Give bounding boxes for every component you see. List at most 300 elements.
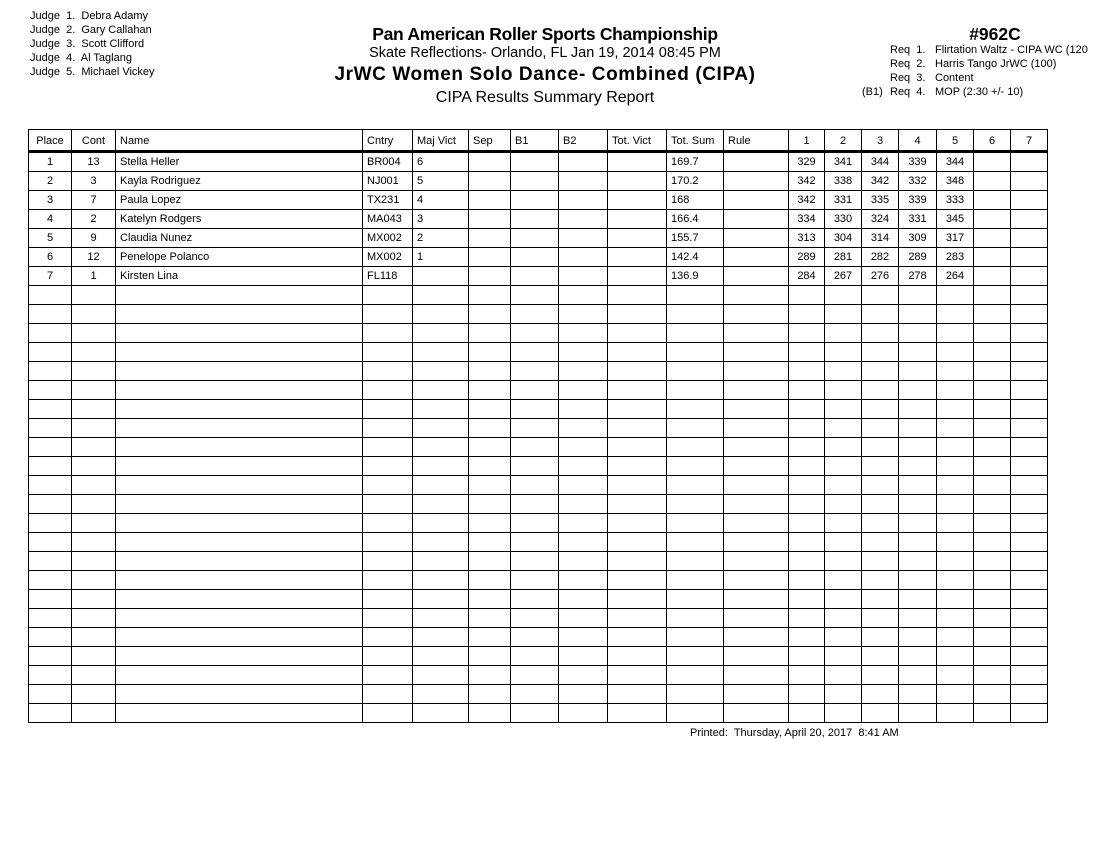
empty-cell bbox=[862, 571, 899, 590]
empty-cell bbox=[789, 286, 825, 305]
empty-cell bbox=[413, 552, 469, 571]
empty-cell bbox=[363, 704, 413, 723]
empty-cell bbox=[825, 514, 862, 533]
empty-cell bbox=[363, 343, 413, 362]
empty-cell bbox=[974, 305, 1011, 324]
empty-cell bbox=[862, 514, 899, 533]
event-number: #962C bbox=[969, 24, 1021, 44]
empty-cell bbox=[29, 685, 72, 704]
empty-cell bbox=[825, 533, 862, 552]
empty-cell bbox=[72, 495, 116, 514]
cell-cntry: TX231 bbox=[363, 191, 413, 210]
empty-cell bbox=[29, 324, 72, 343]
empty-cell bbox=[511, 647, 559, 666]
empty-cell bbox=[789, 609, 825, 628]
cell-place: 5 bbox=[29, 229, 72, 248]
empty-cell bbox=[608, 628, 667, 647]
column-header: 7 bbox=[1011, 130, 1048, 152]
empty-cell bbox=[608, 438, 667, 457]
results-table bbox=[28, 129, 1048, 723]
empty-cell bbox=[511, 457, 559, 476]
cell-j2: 304 bbox=[825, 229, 862, 248]
empty-cell bbox=[72, 552, 116, 571]
empty-cell bbox=[116, 400, 363, 419]
empty-cell bbox=[72, 419, 116, 438]
empty-cell bbox=[116, 666, 363, 685]
column-header: Maj Vict bbox=[413, 130, 469, 152]
empty-cell bbox=[363, 362, 413, 381]
cell-b1 bbox=[511, 191, 559, 210]
cell-name: Kirsten Lina bbox=[116, 267, 363, 286]
requirement-entry bbox=[862, 85, 1088, 99]
empty-table-row bbox=[29, 628, 1048, 647]
empty-cell bbox=[29, 590, 72, 609]
cell-maj-vict: 1 bbox=[413, 248, 469, 267]
cell-rule bbox=[724, 229, 789, 248]
empty-table-row bbox=[29, 590, 1048, 609]
report-header bbox=[300, 23, 790, 108]
cell-j3: 282 bbox=[862, 248, 899, 267]
cell-j4: 339 bbox=[899, 152, 937, 172]
cell-tot-sum: 168 bbox=[667, 191, 724, 210]
empty-cell bbox=[363, 495, 413, 514]
cell-j2: 338 bbox=[825, 172, 862, 191]
cell-rule bbox=[724, 248, 789, 267]
cell-j6 bbox=[974, 248, 1011, 267]
empty-cell bbox=[413, 362, 469, 381]
empty-cell bbox=[825, 400, 862, 419]
empty-cell bbox=[937, 590, 974, 609]
cell-place: 3 bbox=[29, 191, 72, 210]
empty-cell bbox=[559, 533, 608, 552]
empty-cell bbox=[724, 609, 789, 628]
empty-cell bbox=[667, 609, 724, 628]
column-header: 1 bbox=[789, 130, 825, 152]
empty-cell bbox=[1011, 514, 1048, 533]
empty-cell bbox=[1011, 419, 1048, 438]
empty-cell bbox=[116, 476, 363, 495]
empty-cell bbox=[29, 666, 72, 685]
cell-cntry: MA043 bbox=[363, 210, 413, 229]
cell-sep bbox=[469, 172, 511, 191]
empty-cell bbox=[789, 647, 825, 666]
cell-b2 bbox=[559, 152, 608, 172]
empty-cell bbox=[667, 362, 724, 381]
cell-j5: 264 bbox=[937, 267, 974, 286]
empty-cell bbox=[511, 533, 559, 552]
empty-table-row bbox=[29, 533, 1048, 552]
empty-cell bbox=[862, 609, 899, 628]
cell-place: 6 bbox=[29, 248, 72, 267]
empty-cell bbox=[825, 704, 862, 723]
cell-j5: 345 bbox=[937, 210, 974, 229]
empty-cell bbox=[413, 704, 469, 723]
empty-cell bbox=[937, 609, 974, 628]
empty-cell bbox=[825, 590, 862, 609]
empty-cell bbox=[29, 704, 72, 723]
empty-cell bbox=[937, 438, 974, 457]
empty-cell bbox=[862, 438, 899, 457]
empty-cell bbox=[724, 495, 789, 514]
empty-cell bbox=[937, 666, 974, 685]
empty-cell bbox=[974, 533, 1011, 552]
cell-j1: 313 bbox=[789, 229, 825, 248]
report-subtitle: CIPA Results Summary Report bbox=[435, 89, 655, 106]
empty-cell bbox=[1011, 628, 1048, 647]
empty-cell bbox=[667, 704, 724, 723]
empty-cell bbox=[974, 704, 1011, 723]
empty-cell bbox=[608, 362, 667, 381]
empty-cell bbox=[937, 685, 974, 704]
empty-cell bbox=[72, 476, 116, 495]
empty-cell bbox=[559, 704, 608, 723]
empty-cell bbox=[899, 533, 937, 552]
empty-cell bbox=[511, 343, 559, 362]
empty-cell bbox=[116, 590, 363, 609]
empty-cell bbox=[116, 419, 363, 438]
empty-cell bbox=[667, 400, 724, 419]
empty-cell bbox=[1011, 305, 1048, 324]
empty-cell bbox=[1011, 552, 1048, 571]
empty-cell bbox=[559, 647, 608, 666]
empty-cell bbox=[29, 609, 72, 628]
empty-cell bbox=[511, 495, 559, 514]
empty-cell bbox=[363, 286, 413, 305]
empty-cell bbox=[825, 609, 862, 628]
empty-cell bbox=[608, 533, 667, 552]
cell-place: 2 bbox=[29, 172, 72, 191]
empty-cell bbox=[608, 305, 667, 324]
empty-cell bbox=[608, 324, 667, 343]
empty-cell bbox=[29, 286, 72, 305]
cell-j7 bbox=[1011, 210, 1048, 229]
requirement-entry bbox=[862, 43, 1088, 57]
cell-b1 bbox=[511, 210, 559, 229]
empty-cell bbox=[413, 609, 469, 628]
empty-cell bbox=[29, 457, 72, 476]
cell-name: Stella Heller bbox=[116, 152, 363, 172]
empty-cell bbox=[413, 305, 469, 324]
cell-cont: 3 bbox=[72, 172, 116, 191]
empty-cell bbox=[1011, 476, 1048, 495]
judge-entry: Judge 4. Al Taglang bbox=[30, 52, 132, 64]
empty-cell bbox=[116, 609, 363, 628]
empty-table-row bbox=[29, 362, 1048, 381]
empty-cell bbox=[511, 305, 559, 324]
empty-cell bbox=[511, 400, 559, 419]
empty-cell bbox=[116, 381, 363, 400]
empty-cell bbox=[1011, 381, 1048, 400]
empty-cell bbox=[608, 647, 667, 666]
empty-cell bbox=[825, 343, 862, 362]
empty-cell bbox=[825, 685, 862, 704]
cell-j3: 276 bbox=[862, 267, 899, 286]
empty-cell bbox=[899, 495, 937, 514]
empty-cell bbox=[1011, 400, 1048, 419]
empty-cell bbox=[667, 666, 724, 685]
cell-b2 bbox=[559, 229, 608, 248]
empty-cell bbox=[559, 457, 608, 476]
column-header: 3 bbox=[862, 130, 899, 152]
empty-cell bbox=[413, 381, 469, 400]
cell-j4: 332 bbox=[899, 172, 937, 191]
empty-cell bbox=[29, 552, 72, 571]
table-row bbox=[29, 210, 1048, 229]
requirement-entry bbox=[862, 71, 1088, 85]
empty-cell bbox=[825, 552, 862, 571]
cell-place: 4 bbox=[29, 210, 72, 229]
empty-cell bbox=[724, 647, 789, 666]
empty-cell bbox=[1011, 457, 1048, 476]
cell-place: 1 bbox=[29, 152, 72, 172]
empty-cell bbox=[789, 400, 825, 419]
empty-cell bbox=[469, 571, 511, 590]
empty-cell bbox=[72, 666, 116, 685]
cell-j2: 267 bbox=[825, 267, 862, 286]
empty-cell bbox=[72, 286, 116, 305]
empty-cell bbox=[789, 305, 825, 324]
empty-cell bbox=[469, 381, 511, 400]
empty-cell bbox=[116, 514, 363, 533]
cell-sep bbox=[469, 229, 511, 248]
empty-cell bbox=[937, 400, 974, 419]
empty-table-row bbox=[29, 400, 1048, 419]
empty-cell bbox=[413, 685, 469, 704]
empty-cell bbox=[413, 533, 469, 552]
cell-sep bbox=[469, 267, 511, 286]
empty-table-row bbox=[29, 495, 1048, 514]
empty-cell bbox=[724, 685, 789, 704]
empty-cell bbox=[559, 362, 608, 381]
cell-b1 bbox=[511, 248, 559, 267]
empty-cell bbox=[559, 628, 608, 647]
empty-cell bbox=[116, 552, 363, 571]
cell-j4: 331 bbox=[899, 210, 937, 229]
empty-cell bbox=[789, 685, 825, 704]
empty-cell bbox=[789, 495, 825, 514]
empty-cell bbox=[29, 647, 72, 666]
cell-b2 bbox=[559, 248, 608, 267]
cell-j5: 283 bbox=[937, 248, 974, 267]
empty-cell bbox=[937, 305, 974, 324]
empty-cell bbox=[937, 571, 974, 590]
empty-cell bbox=[974, 400, 1011, 419]
empty-cell bbox=[608, 666, 667, 685]
printed-timestamp: Printed: Thursday, April 20, 2017 8:41 AM bbox=[690, 727, 899, 739]
empty-cell bbox=[608, 476, 667, 495]
empty-cell bbox=[724, 305, 789, 324]
cell-j6 bbox=[974, 229, 1011, 248]
empty-cell bbox=[862, 628, 899, 647]
empty-cell bbox=[608, 495, 667, 514]
empty-cell bbox=[862, 476, 899, 495]
empty-table-row bbox=[29, 704, 1048, 723]
empty-cell bbox=[899, 286, 937, 305]
cell-j4: 309 bbox=[899, 229, 937, 248]
cell-cont: 2 bbox=[72, 210, 116, 229]
empty-cell bbox=[469, 628, 511, 647]
empty-cell bbox=[862, 381, 899, 400]
empty-cell bbox=[724, 704, 789, 723]
empty-cell bbox=[116, 628, 363, 647]
empty-cell bbox=[469, 438, 511, 457]
empty-cell bbox=[862, 533, 899, 552]
empty-cell bbox=[899, 457, 937, 476]
venue-line: Skate Reflections- Orlando, FL Jan 19, 2014 08:45 PM bbox=[369, 45, 721, 61]
empty-cell bbox=[72, 362, 116, 381]
empty-cell bbox=[559, 666, 608, 685]
empty-cell bbox=[1011, 533, 1048, 552]
empty-cell bbox=[511, 324, 559, 343]
cell-cntry: BR004 bbox=[363, 152, 413, 172]
empty-cell bbox=[825, 362, 862, 381]
empty-table-row bbox=[29, 324, 1048, 343]
column-header: Name bbox=[116, 130, 363, 152]
empty-cell bbox=[413, 571, 469, 590]
empty-cell bbox=[667, 571, 724, 590]
empty-cell bbox=[559, 476, 608, 495]
empty-cell bbox=[72, 704, 116, 723]
empty-cell bbox=[1011, 324, 1048, 343]
empty-cell bbox=[789, 476, 825, 495]
empty-cell bbox=[511, 552, 559, 571]
empty-cell bbox=[469, 552, 511, 571]
empty-cell bbox=[974, 381, 1011, 400]
cell-j4: 278 bbox=[899, 267, 937, 286]
empty-cell bbox=[899, 647, 937, 666]
empty-cell bbox=[469, 400, 511, 419]
empty-table-row bbox=[29, 685, 1048, 704]
empty-cell bbox=[899, 400, 937, 419]
empty-cell bbox=[116, 571, 363, 590]
championship-title: Pan American Roller Sports Championship bbox=[372, 24, 718, 44]
cell-maj-vict: 2 bbox=[413, 229, 469, 248]
cell-j7 bbox=[1011, 267, 1048, 286]
empty-cell bbox=[667, 343, 724, 362]
empty-cell bbox=[974, 438, 1011, 457]
empty-cell bbox=[29, 419, 72, 438]
empty-cell bbox=[1011, 590, 1048, 609]
cell-b2 bbox=[559, 191, 608, 210]
cell-tot-sum: 169.7 bbox=[667, 152, 724, 172]
cell-cntry: MX002 bbox=[363, 229, 413, 248]
empty-cell bbox=[899, 438, 937, 457]
cell-j3: 342 bbox=[862, 172, 899, 191]
empty-cell bbox=[511, 628, 559, 647]
empty-table-row bbox=[29, 286, 1048, 305]
column-header: Cont bbox=[72, 130, 116, 152]
empty-cell bbox=[469, 457, 511, 476]
table-row bbox=[29, 152, 1048, 172]
cell-j1: 342 bbox=[789, 191, 825, 210]
cell-rule bbox=[724, 210, 789, 229]
empty-cell bbox=[937, 628, 974, 647]
cell-tot-sum: 166.4 bbox=[667, 210, 724, 229]
cell-rule bbox=[724, 267, 789, 286]
cell-name: Paula Lopez bbox=[116, 191, 363, 210]
empty-cell bbox=[29, 305, 72, 324]
cell-j1: 289 bbox=[789, 248, 825, 267]
empty-cell bbox=[608, 400, 667, 419]
cell-sep bbox=[469, 248, 511, 267]
empty-cell bbox=[937, 514, 974, 533]
empty-cell bbox=[899, 552, 937, 571]
empty-table-row bbox=[29, 419, 1048, 438]
empty-cell bbox=[608, 381, 667, 400]
cell-j5: 348 bbox=[937, 172, 974, 191]
empty-cell bbox=[667, 647, 724, 666]
empty-cell bbox=[1011, 495, 1048, 514]
empty-cell bbox=[724, 628, 789, 647]
cell-cont: 12 bbox=[72, 248, 116, 267]
empty-cell bbox=[511, 476, 559, 495]
empty-table-row bbox=[29, 552, 1048, 571]
empty-cell bbox=[974, 666, 1011, 685]
empty-cell bbox=[862, 343, 899, 362]
column-header: 4 bbox=[899, 130, 937, 152]
empty-cell bbox=[363, 666, 413, 685]
cell-j2: 281 bbox=[825, 248, 862, 267]
empty-cell bbox=[116, 362, 363, 381]
empty-cell bbox=[1011, 286, 1048, 305]
empty-cell bbox=[116, 685, 363, 704]
empty-cell bbox=[899, 590, 937, 609]
column-header: Tot. Sum bbox=[667, 130, 724, 152]
empty-cell bbox=[29, 514, 72, 533]
empty-cell bbox=[363, 514, 413, 533]
empty-cell bbox=[116, 343, 363, 362]
empty-cell bbox=[825, 438, 862, 457]
cell-tot-vict bbox=[608, 210, 667, 229]
cell-tot-vict bbox=[608, 248, 667, 267]
empty-cell bbox=[559, 685, 608, 704]
cell-j1: 334 bbox=[789, 210, 825, 229]
empty-cell bbox=[469, 419, 511, 438]
empty-cell bbox=[608, 571, 667, 590]
empty-cell bbox=[363, 457, 413, 476]
column-header: Place bbox=[29, 130, 72, 152]
empty-cell bbox=[72, 305, 116, 324]
empty-cell bbox=[413, 438, 469, 457]
empty-cell bbox=[862, 666, 899, 685]
empty-cell bbox=[724, 324, 789, 343]
empty-cell bbox=[724, 552, 789, 571]
empty-cell bbox=[667, 685, 724, 704]
empty-cell bbox=[724, 286, 789, 305]
empty-cell bbox=[363, 419, 413, 438]
empty-cell bbox=[511, 590, 559, 609]
empty-cell bbox=[1011, 704, 1048, 723]
empty-cell bbox=[825, 571, 862, 590]
table-header-row bbox=[29, 130, 1048, 152]
empty-cell bbox=[789, 438, 825, 457]
empty-cell bbox=[667, 381, 724, 400]
empty-cell bbox=[974, 628, 1011, 647]
column-header: Tot. Vict bbox=[608, 130, 667, 152]
empty-cell bbox=[559, 571, 608, 590]
empty-cell bbox=[1011, 685, 1048, 704]
cell-b1 bbox=[511, 152, 559, 172]
empty-cell bbox=[29, 381, 72, 400]
empty-cell bbox=[559, 381, 608, 400]
empty-cell bbox=[937, 704, 974, 723]
cell-rule bbox=[724, 152, 789, 172]
cell-b1 bbox=[511, 172, 559, 191]
empty-cell bbox=[413, 628, 469, 647]
empty-cell bbox=[825, 495, 862, 514]
empty-cell bbox=[1011, 343, 1048, 362]
empty-cell bbox=[667, 533, 724, 552]
